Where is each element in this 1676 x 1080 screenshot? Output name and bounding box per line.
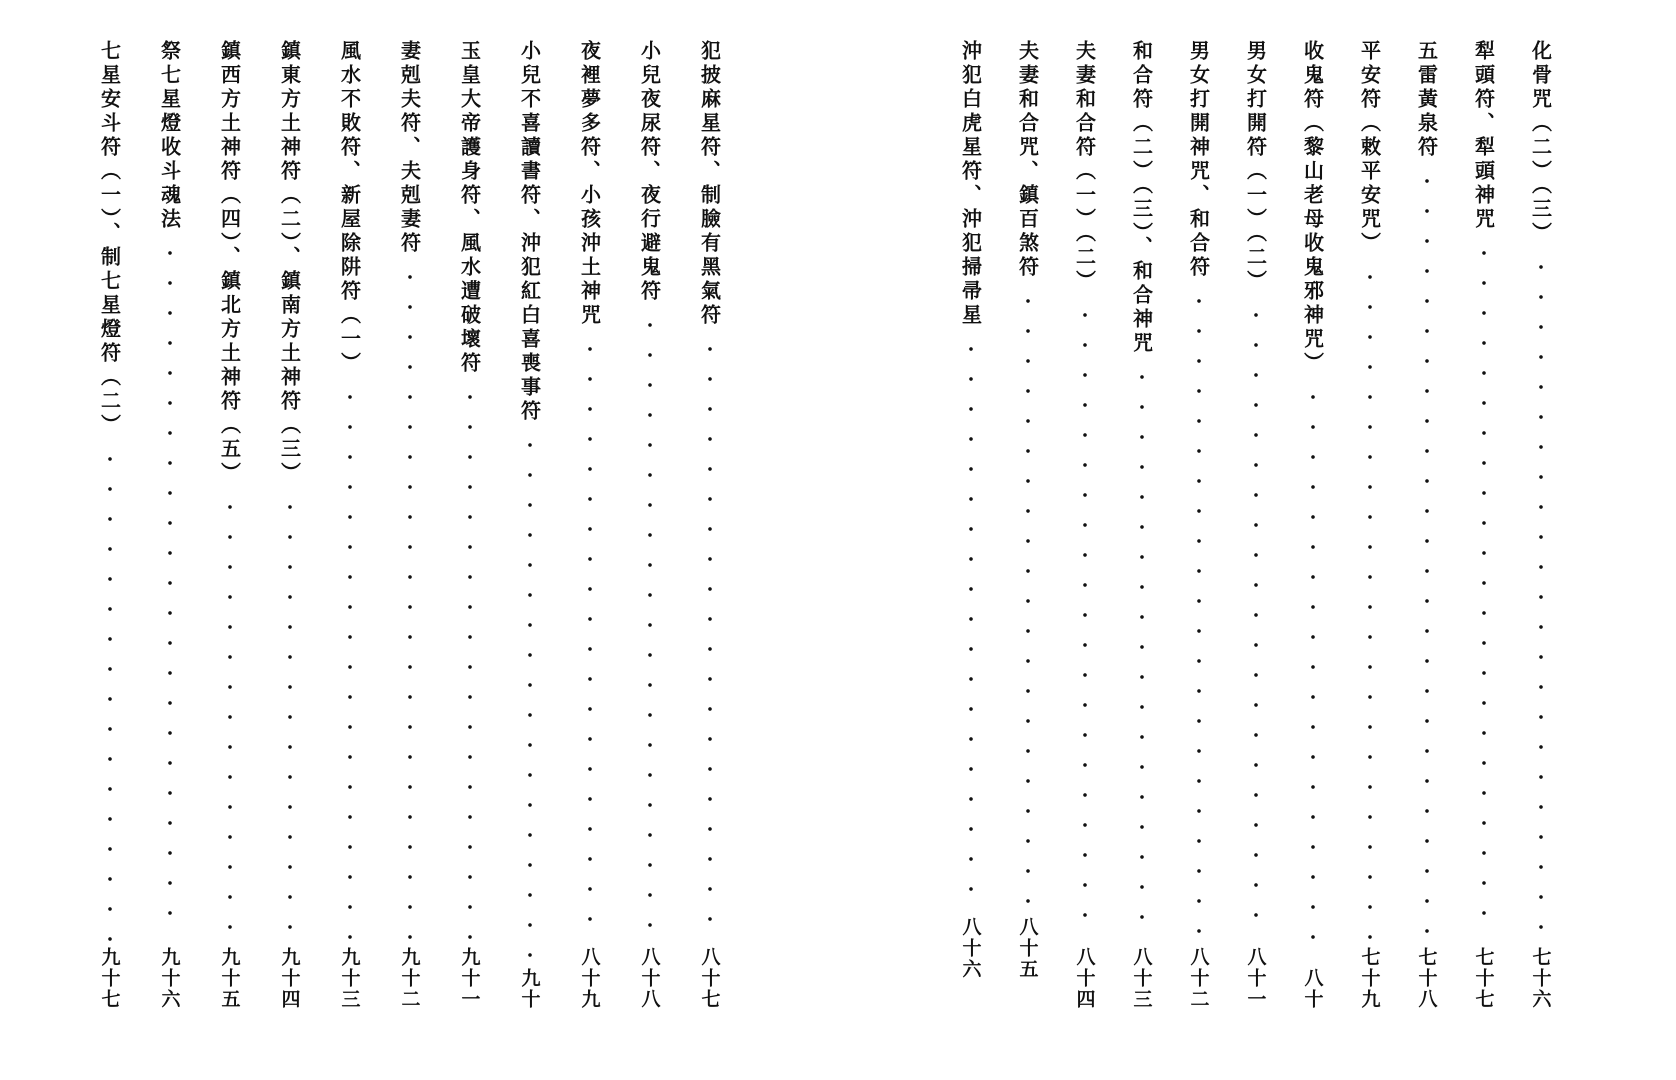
entry-title: 小兒夜尿符、夜行避鬼符 [637,40,662,304]
entry-title: 妻剋夫符、夫剋妻符 [397,40,422,256]
entry-page-number: 八十九 [578,947,601,1010]
toc-entry [1182,40,1216,1050]
dot-leader [468,382,472,941]
entry-page-number: 八十七 [698,947,721,1010]
entry-page-number: 九十三 [338,947,361,1010]
entry-page-number: 七十九 [1358,947,1381,1010]
entry-page-number: 八十五 [1016,917,1039,980]
dot-leader [1539,252,1543,941]
entry-page-number: 七十八 [1415,947,1438,1010]
entry-title: 鎮東方土神符（二）、鎮南方土神符（三） [277,40,302,486]
dot-leader [408,262,412,941]
entry-page-number: 七十七 [1472,947,1495,1010]
entry-title: 夜裡夢多符、小孩沖土神咒 [577,40,602,328]
entry-page-number: 九十一 [458,947,481,1010]
entry-page-number: 九十五 [218,947,241,1010]
dot-leader [1482,238,1486,941]
dot-leader [1254,300,1258,941]
entry-page-number: 八十四 [1073,947,1096,1010]
toc-entry [1467,40,1501,1050]
entry-title: 七星安斗符（一）、制七星燈符（二） [97,40,122,438]
dot-leader [1140,362,1144,941]
entry-title: 小兒不喜讀書符、沖犯紅白喜喪事符 [517,40,542,424]
entry-title: 玉皇大帝護身符、風水遭破壞符 [457,40,482,376]
toc-entry [153,40,187,1050]
entry-title: 化骨咒（二）（三） [1528,40,1553,246]
toc-entry [1410,40,1444,1050]
entry-page-number: 七十六 [1529,947,1552,1010]
entry-page-number: 八十三 [1130,947,1153,1010]
entry-page-number: 八十八 [638,947,661,1010]
dot-leader [1311,382,1315,962]
dot-leader [1026,286,1030,911]
dot-leader [1368,262,1372,941]
toc-entry [1011,40,1045,1050]
entry-title: 風水不敗符、新屋除阱符（一） [337,40,362,376]
toc-entry [954,40,988,1050]
toc-entry [573,40,607,1050]
dot-leader [1425,166,1429,941]
dot-leader [588,334,592,941]
dot-leader [1197,286,1201,941]
entry-title: 男女打開符（一）（二） [1243,40,1268,294]
left-page [0,0,760,1080]
toc-entry [633,40,667,1050]
toc-entry [393,40,427,1050]
toc-entry [1068,40,1102,1050]
toc-entry [453,40,487,1050]
entry-title: 犯披麻星符、制臉有黑氣符 [697,40,722,328]
entry-page-number: 八十一 [1244,947,1267,1010]
dot-leader [648,310,652,941]
toc-entry [273,40,307,1050]
toc-entry [333,40,367,1050]
dot-leader [969,334,973,911]
entry-title: 收鬼符（黎山老母收鬼邪神咒） [1300,40,1325,376]
toc-entry [1239,40,1273,1050]
entry-title: 犁頭符、犁頭神咒 [1471,40,1496,232]
entry-page-number: 九十七 [98,947,121,1010]
entry-title: 祭七星燈收斗魂法 [157,40,182,232]
entry-page-number: 九十二 [398,947,421,1010]
entry-page-number: 九十 [518,968,541,1010]
entry-title: 沖犯白虎星符、沖犯掃帚星 [958,40,983,328]
dot-leader [348,382,352,941]
entry-page-number: 八十二 [1187,947,1210,1010]
toc-entry [1524,40,1558,1050]
entry-title: 夫妻和合符（一）（二） [1072,40,1097,294]
toc-entry [213,40,247,1050]
dot-leader [288,492,292,941]
entry-title: 五雷黃泉符 [1414,40,1439,160]
toc-entry [1353,40,1387,1050]
dot-leader [708,334,712,941]
dot-leader [1083,300,1087,941]
right-page [900,0,1676,1080]
entry-title: 平安符（敕平安咒） [1357,40,1382,256]
entry-page-number: 九十四 [278,947,301,1010]
dot-leader [228,492,232,941]
toc-entry [1125,40,1159,1050]
toc-entry [513,40,547,1050]
entry-page-number: 八十 [1301,968,1324,1010]
entry-title: 夫妻和合咒、鎮百煞符 [1015,40,1040,280]
entry-title: 男女打開神咒、和合符 [1186,40,1211,280]
toc-entry [1296,40,1330,1050]
entry-title: 鎮西方土神符（四）、鎮北方土神符（五） [217,40,242,486]
entry-page-number: 九十六 [158,947,181,1010]
toc-entry [693,40,727,1050]
entry-title: 和合符（二）（三）、和合神咒 [1129,40,1154,356]
dot-leader [168,238,172,941]
toc-entry [93,40,127,1050]
dot-leader [528,430,532,962]
entry-page-number: 八十六 [959,917,982,980]
dot-leader [108,444,112,941]
